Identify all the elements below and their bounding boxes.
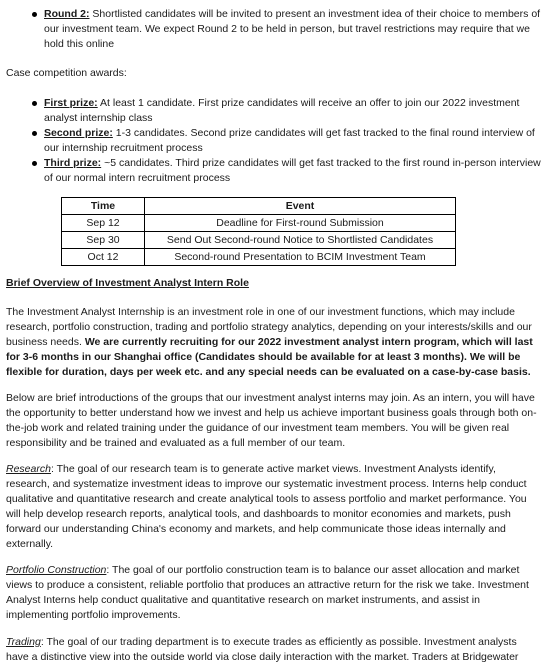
group-text: : The goal of our trading department is to execute trades as efficiently as possible. Investment analysts have a distinctive view into the outside world via close daily interaction with the market. Traders at Bridgewater bbox=[6, 636, 519, 663]
round2-item bbox=[6, 7, 541, 52]
round2-list bbox=[6, 7, 541, 52]
award-text: 1-3 candidates. Second prize candidates will get fast tracked to the final round interview of our internship recruitment process bbox=[44, 127, 535, 154]
table-row bbox=[62, 232, 456, 249]
round2-text: Shortlisted candidates will be invited to present an investment idea of their choice to members of our investment team. We expect Round 2 to be held in person, but travel restrictions may require that we hold this online bbox=[44, 8, 541, 50]
overview-plain-text: The Investment Analyst Internship is an investment role in one of our investment functions, which may include research, portfolio construction, trading and portfolio strategy analytics, depending on your interests/skills and our business needs. bbox=[6, 306, 532, 348]
award-item-first bbox=[6, 96, 541, 126]
overview-bold-text: We are currently recruiting for our 2022 investment analyst intern program, which will last for 3-6 months in our Shanghai office (Candidates should be available for at least 3 months). We will be flexible for duration, days per week etc. and any special needs can be evaluated on a case-by-case basis. bbox=[6, 336, 533, 378]
group-research-paragraph bbox=[6, 462, 541, 552]
schedule-time: Sep 12 bbox=[62, 215, 145, 232]
award-item-third bbox=[6, 156, 541, 186]
group-portfolio-construction-paragraph bbox=[6, 563, 541, 623]
overview-paragraph bbox=[6, 305, 541, 380]
round2-label: Round 2: bbox=[44, 8, 90, 20]
groups-intro-paragraph: Below are brief introductions of the groups that our investment analyst interns may join. As an intern, you will have the opportunity to better understand how we invest and help us achieve important business goals through both on-the-job work and related training under the guidance of our investment team members. You will be given real responsibility and be trained and evaluated as a full member of our team. bbox=[6, 392, 537, 449]
group-trading-paragraph bbox=[6, 635, 541, 665]
group-name: Trading bbox=[6, 636, 41, 648]
table-row bbox=[62, 249, 456, 266]
schedule-time: Oct 12 bbox=[62, 249, 145, 266]
award-text: At least 1 candidate. First prize candidates will receive an offer to join our 2022 investment analyst internship class bbox=[44, 97, 520, 124]
schedule-event: Second-round Presentation to BCIM Investment Team bbox=[145, 249, 456, 266]
awards-heading: Case competition awards: bbox=[6, 67, 127, 79]
group-name: Portfolio Construction bbox=[6, 564, 107, 576]
schedule-table bbox=[61, 197, 456, 266]
award-label: First prize: bbox=[44, 97, 98, 109]
schedule-event: Deadline for First-round Submission bbox=[145, 215, 456, 232]
award-text: ~5 candidates. Third prize candidates will get fast tracked to the first round in-person interview of our normal intern recruitment process bbox=[44, 157, 541, 184]
award-label: Third prize: bbox=[44, 157, 102, 169]
schedule-header-row bbox=[62, 198, 456, 215]
awards-list bbox=[6, 96, 541, 186]
award-item-second bbox=[6, 126, 541, 156]
award-label: Second prize: bbox=[44, 127, 113, 139]
table-row bbox=[62, 215, 456, 232]
overview-title: Brief Overview of Investment Analyst Intern Role bbox=[6, 277, 249, 289]
schedule-event: Send Out Second-round Notice to Shortlisted Candidates bbox=[145, 232, 456, 249]
group-text: : The goal of our portfolio construction team is to balance our asset allocation and market views to produce a consistent, reliable portfolio that produces an attractive return for the risk we take. Investment Analyst Interns help conduct qualitative and quantitative research on market instruments, and assist in implementing portfolio improvements. bbox=[6, 564, 529, 621]
schedule-header-event: Event bbox=[145, 198, 456, 215]
schedule-time: Sep 30 bbox=[62, 232, 145, 249]
group-text: : The goal of our research team is to generate active market views. Investment Analysts identify, research, and systematize investment ideas to improve our systematic investment process. Interns help conduct qualitative and quantitative research and create analytical tools to assess portfolio and market performance. You will help develop research reports, analytical tools, and dashboards to monitor economies and markets, push forward our understanding China's economy and markets, and help communicate those ideas internally and externally. bbox=[6, 463, 527, 550]
schedule-header-time: Time bbox=[62, 198, 145, 215]
group-name: Research bbox=[6, 463, 51, 475]
